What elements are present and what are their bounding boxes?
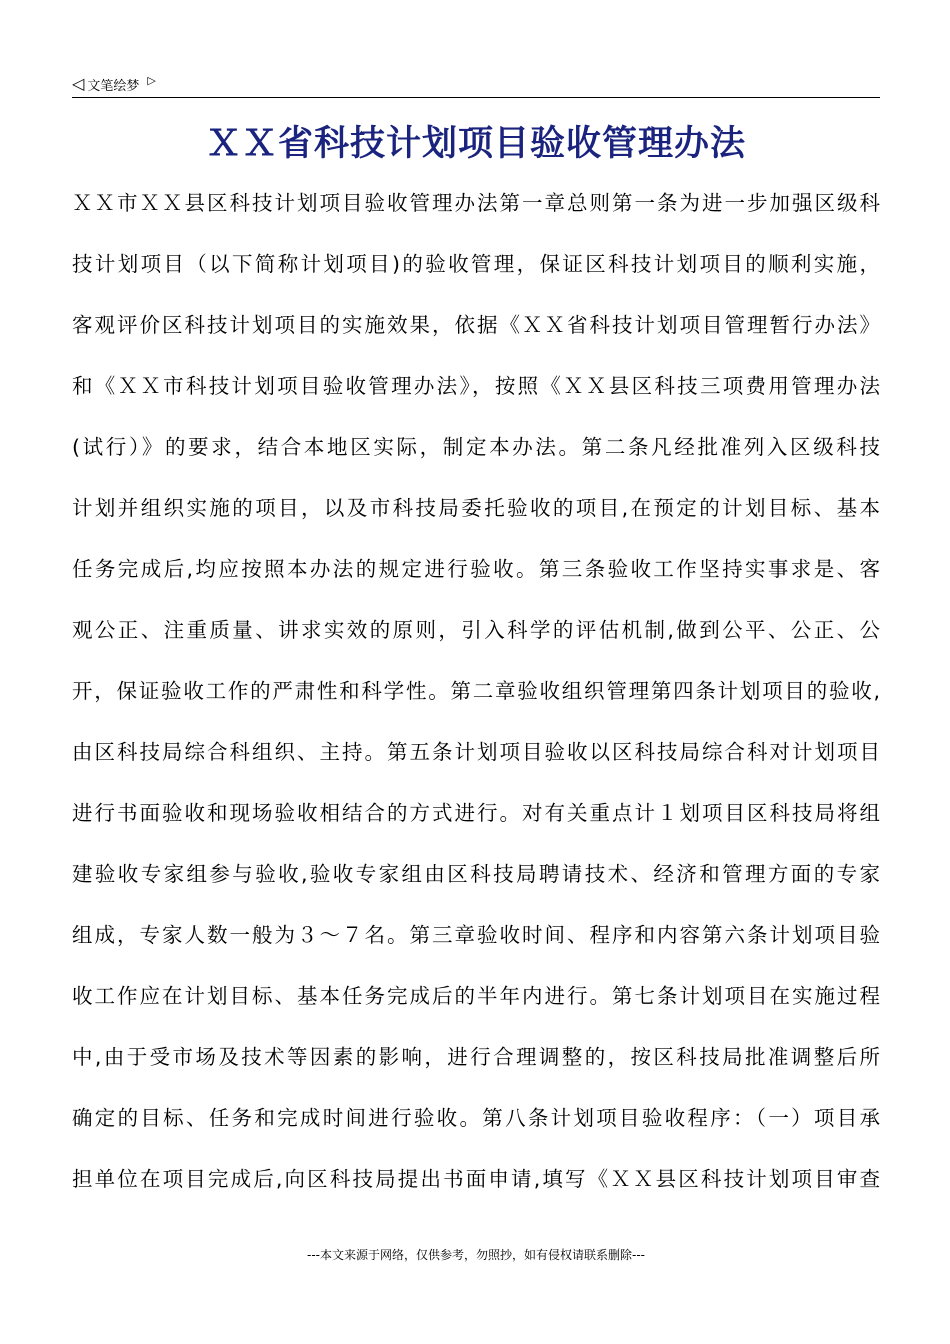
body-line: 观公正、注重质量、讲求实效的原则，引入科学的评估机制,做到公平、公正、公 xyxy=(72,618,880,642)
header-divider xyxy=(72,97,880,98)
body-line: 担单位在项目完成后,向区科技局提出书面申请,填写《ＸＸ县区科技计划项目审查 xyxy=(72,1167,880,1191)
page-footer: ---本文来源于网络，仅供参考，勿照抄，如有侵权请联系删除--- xyxy=(307,1248,645,1262)
triangle-left-icon: ◁ xyxy=(72,74,85,93)
document-title: ＸＸ省科技计划项目验收管理办法 xyxy=(205,124,746,164)
body-line: (试行）》的要求，结合本地区实际，制定本办法。第二条凡经批准列入区级科技 xyxy=(72,435,880,459)
body-line: 计划并组织实施的项目，以及市科技局委托验收的项目,在预定的计划目标、基本 xyxy=(72,496,880,520)
body-line: 开，保证验收工作的严肃性和科学性。第二章验收组织管理第四条计划项目的验收, xyxy=(72,679,880,703)
body-line: ＸＸ市ＸＸ县区科技计划项目验收管理办法第一章总则第一条为进一步加强区级科 xyxy=(72,191,880,215)
body-line: 客观评价区科技计划项目的实施效果，依据《ＸＸ省科技计划项目管理暂行办法》 xyxy=(72,313,880,337)
document-body xyxy=(72,180,880,1217)
body-line: 和《ＸＸ市科技计划项目验收管理办法》，按照《ＸＸ县区科技三项费用管理办法 xyxy=(72,374,880,398)
body-line: 任务完成后,均应按照本办法的规定进行验收。第三条验收工作坚持实事求是、客 xyxy=(72,557,880,581)
body-line: 进行书面验收和现场验收相结合的方式进行。对有关重点计１划项目区科技局将组 xyxy=(72,801,880,825)
triangle-right-icon: ▷ xyxy=(147,73,156,87)
body-line: 由区科技局综合科组织、主持。第五条计划项目验收以区科技局综合科对计划项目 xyxy=(72,740,880,764)
body-line: 组成，专家人数一般为３～７名。第三章验收时间、程序和内容第六条计划项目验 xyxy=(72,923,880,947)
body-line: 确定的目标、任务和完成时间进行验收。第八条计划项目验收程序：（一）项目承 xyxy=(72,1106,880,1130)
body-line: 技计划项目（以下简称计划项目)的验收管理，保证区科技计划项目的顺利实施， xyxy=(72,252,880,276)
body-line: 收工作应在计划目标、基本任务完成后的半年内进行。第七条计划项目在实施过程 xyxy=(72,984,880,1008)
page-header xyxy=(72,72,156,96)
body-line: 建验收专家组参与验收,验收专家组由区科技局聘请技术、经济和管理方面的专家 xyxy=(72,862,880,886)
body-line: 中,由于受市场及技术等因素的影响，进行合理调整的，按区科技局批准调整后所 xyxy=(72,1045,880,1069)
header-label: 文笔绘梦 xyxy=(87,78,140,94)
